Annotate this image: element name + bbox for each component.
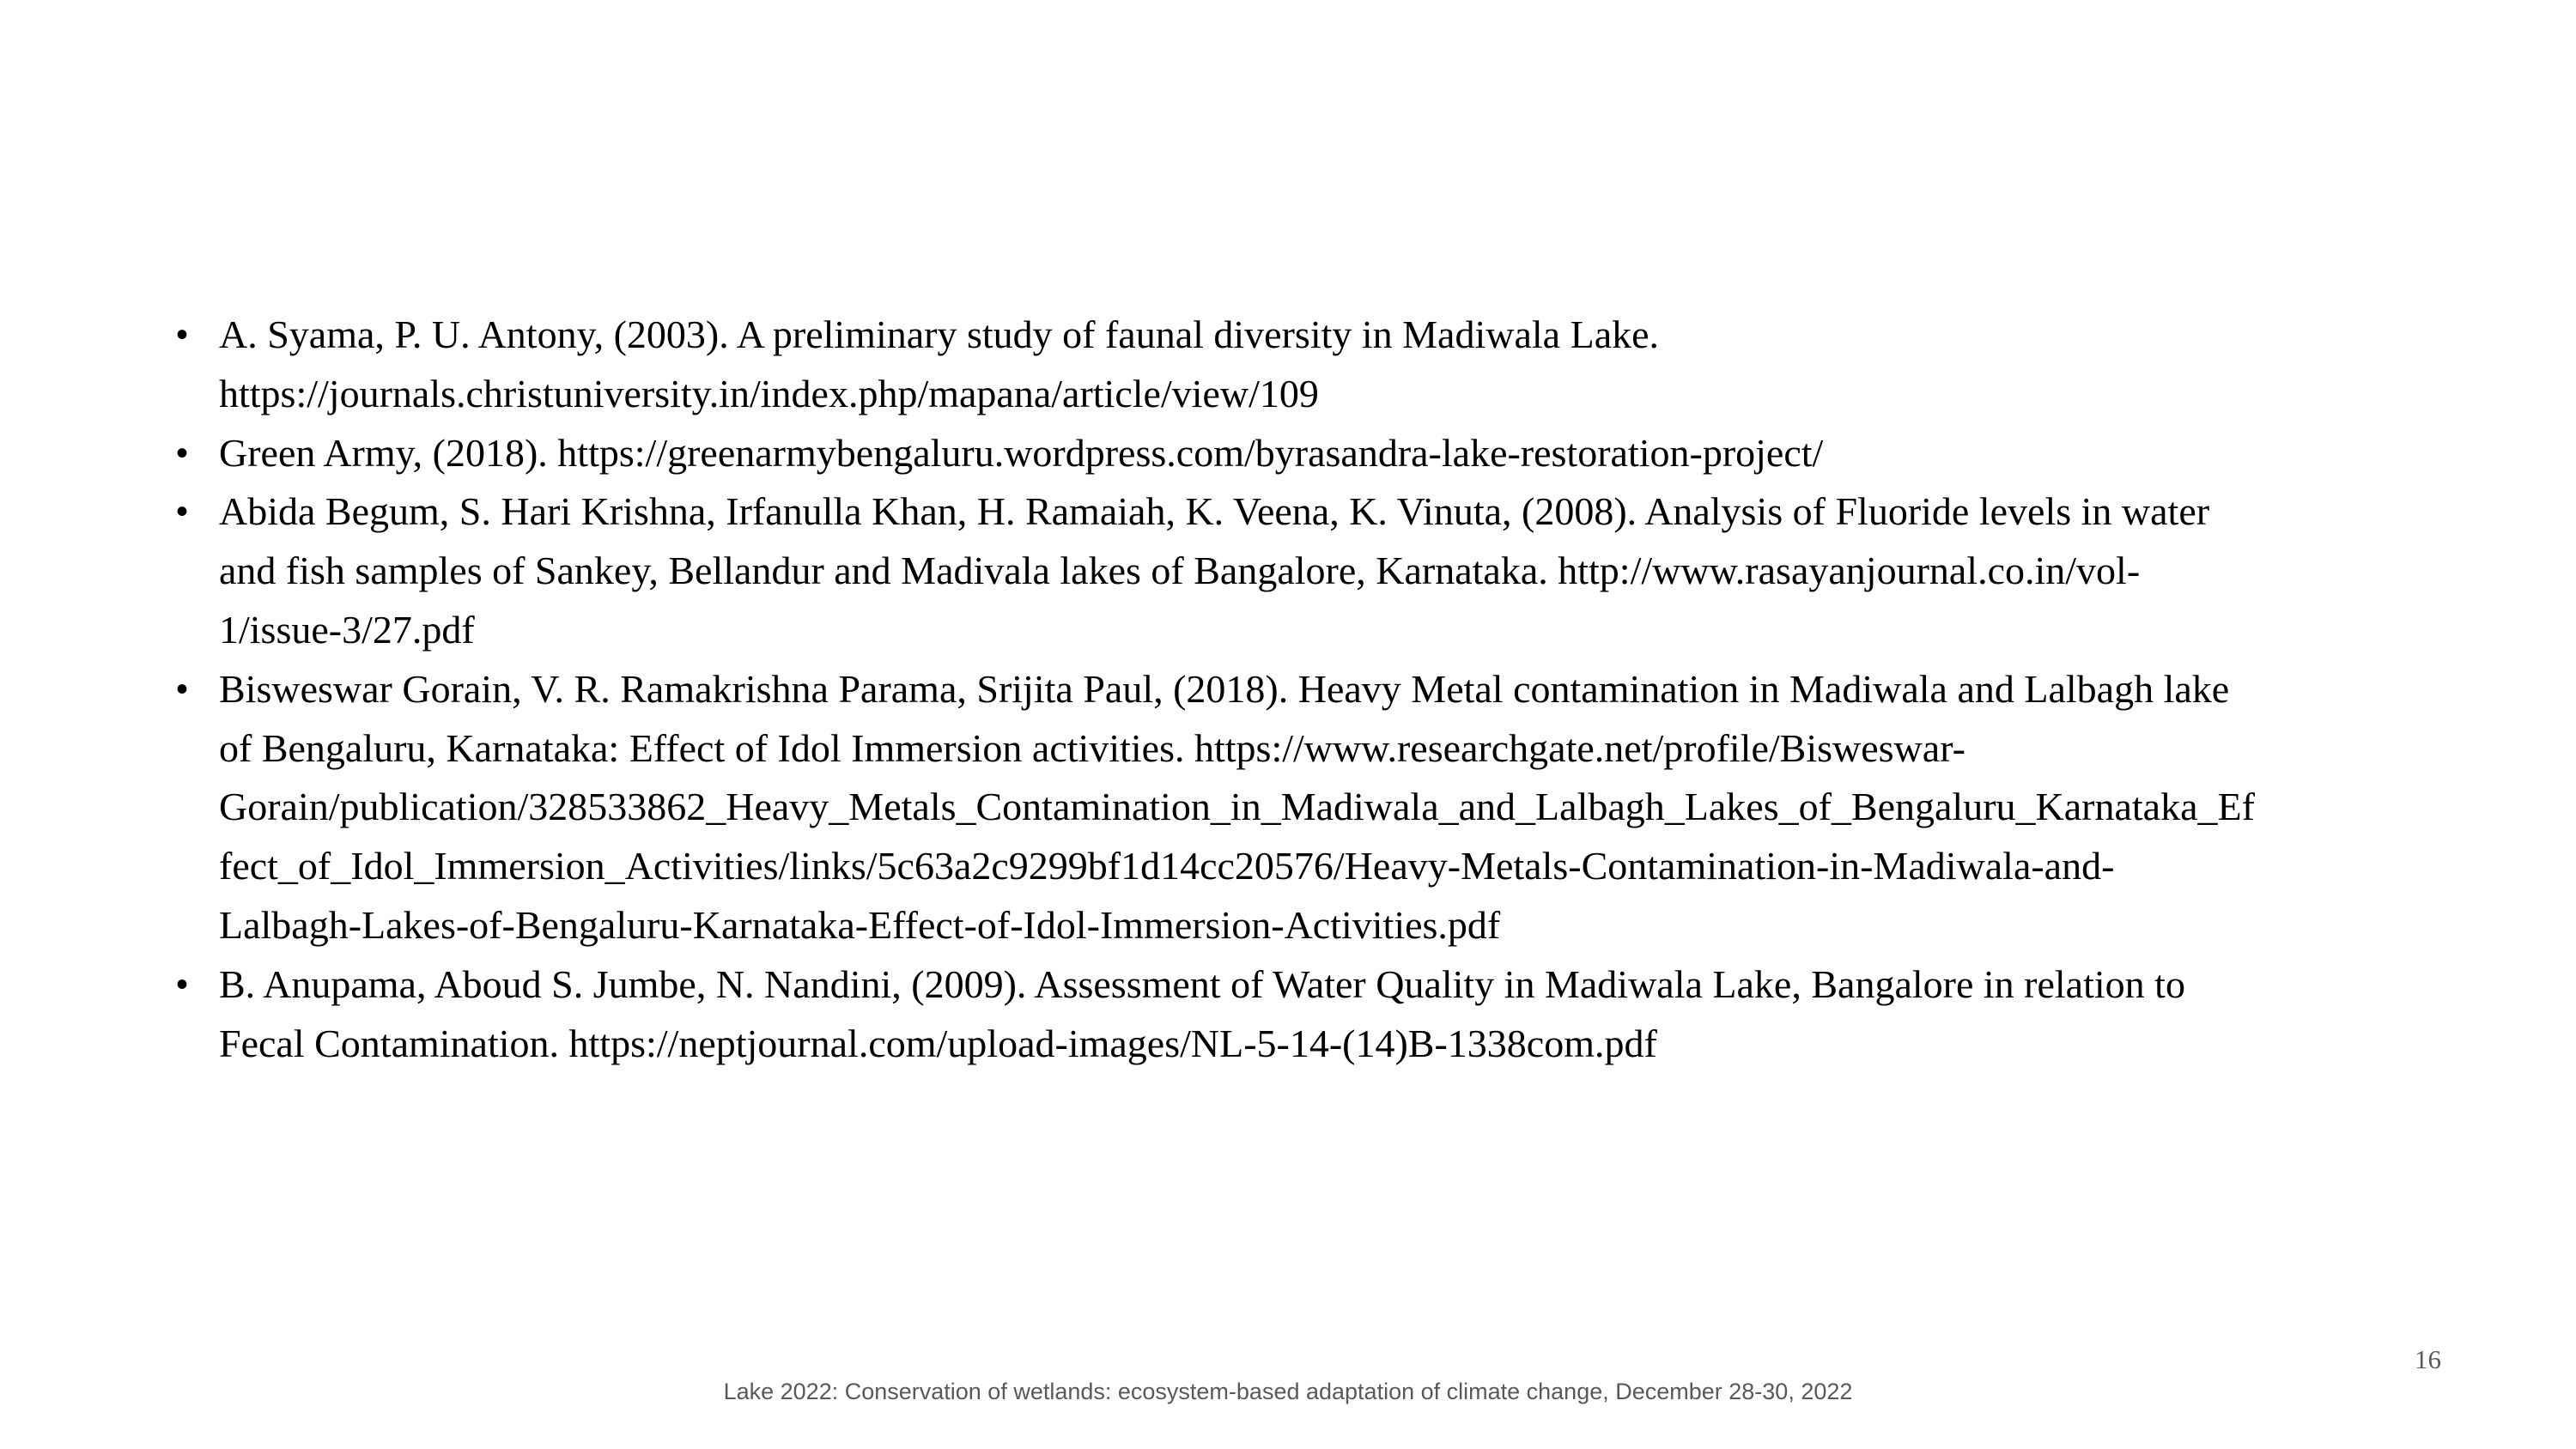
reference-line: fect_of_Idol_Immersion_Activities/links/5c63a2c9299bf1d14cc20576/Heavy-Metals-Contamination-in-Madiwala-and- [219,844,2115,888]
reference-line: Bisweswar Gorain, V. R. Ramakrishna Parama, Srijita Paul, (2018). Heavy Metal contamination in Madiwala and Lalbagh lake [219,666,2230,711]
references-list [176,306,2255,1073]
reference-item [176,660,2255,955]
reference-line: A. Syama, P. U. Antony, (2003). A preliminary study of faunal diversity in Madiwala Lake. [219,312,1660,356]
reference-line: Lalbagh-Lakes-of-Bengaluru-Karnataka-Effect-of-Idol-Immersion-Activities.pdf [219,902,1501,947]
reference-lines [219,660,2255,955]
bullet-icon: • [176,316,189,354]
reference-item [176,424,2255,483]
reference-line: Gorain/publication/328533862_Heavy_Metals_Contamination_in_Madiwala_and_Lalbagh_Lakes_of_Bengaluru_Karnataka_Ef [219,785,2255,829]
reference-line: Abida Begum, S. Hari Krishna, Irfanulla Khan, H. Ramaiah, K. Veena, K. Vinuta, (2008). Analysis of Fluoride levels in water [219,489,2210,534]
reference-line: Green Army, (2018). https://greenarmybengaluru.wordpress.com/byrasandra-lake-restoration-project/ [219,430,1824,475]
reference-line: of Bengaluru, Karnataka: Effect of Idol Immersion activities. https://www.researchgate.net/profile/Bisweswar- [219,725,1965,770]
reference-item [176,482,2255,659]
reference-line: 1/issue-3/27.pdf [219,607,475,652]
reference-lines [219,482,2209,659]
reference-lines [219,424,1823,483]
reference-line: https://journals.christuniversity.in/index.php/mapana/article/view/109 [219,371,1319,415]
reference-item [176,306,2255,424]
bullet-icon: • [176,670,189,708]
reference-line: and fish samples of Sankey, Bellandur and Madivala lakes of Bangalore, Karnataka. http://www.rasayanjournal.co.in/vol- [219,549,2141,593]
footer-text: Lake 2022: Conservation of wetlands: ecosystem-based adaptation of climate change, December 28-30, 2022 [723,1379,1853,1404]
bullet-icon: • [176,965,189,1003]
reference-line: B. Anupama, Aboud S. Jumbe, N. Nandini, (2009). Assessment of Water Quality in Madiwala Lake, Bangalore in relation to [219,961,2185,1006]
page-number: 16 [2415,1344,2441,1374]
bullet-icon: • [176,433,189,472]
reference-item [176,955,2255,1074]
reference-line: Fecal Contamination. https://neptjournal.com/upload-images/NL-5-14-(14)B-1338com.pdf [219,1021,1657,1065]
reference-lines [219,955,2185,1074]
bullet-icon: • [176,493,189,531]
reference-lines [219,306,1659,424]
